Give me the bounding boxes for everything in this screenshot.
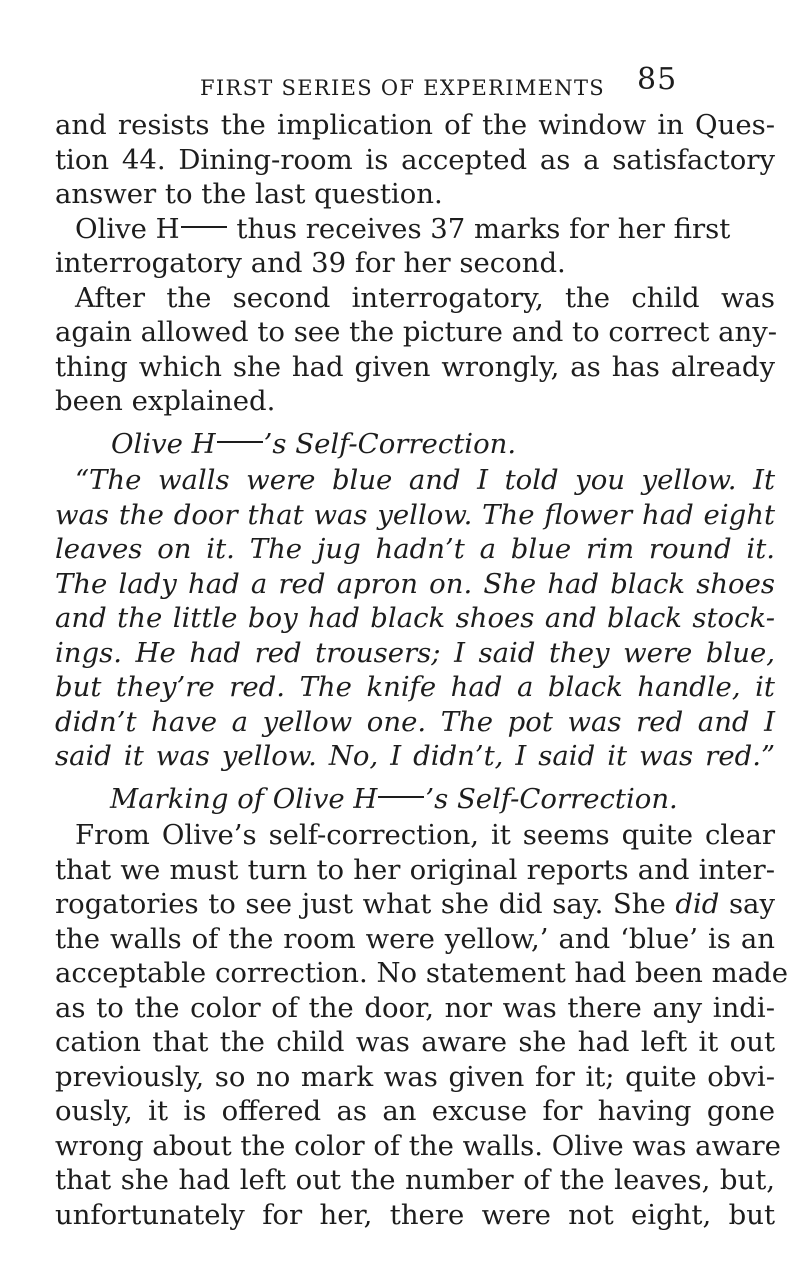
text-line: interrogatory and 39 for her second. — [55, 247, 566, 279]
section-heading — [55, 782, 775, 817]
text-line — [55, 887, 775, 922]
text-fragment: Olive H — [111, 427, 216, 460]
text-line: the walls of the room were yellow,’ and ‘blue’ is an — [55, 922, 775, 955]
page-number: 85 — [637, 62, 678, 97]
running-head: FIRST SERIES OF EXPERIMENTS — [200, 76, 605, 100]
text-line: again allowed to see the picture and to correct any- — [55, 316, 778, 348]
text-line: was the door that was yellow. The flower had eight — [55, 498, 775, 531]
text-fragment: say — [719, 888, 775, 920]
page-header — [0, 62, 800, 102]
em-dash-rule — [378, 796, 424, 798]
text-line: The lady had a red apron on. She had black shoes — [55, 567, 775, 600]
emphasis: did — [675, 888, 720, 920]
text-line: been explained. — [55, 385, 276, 417]
section-heading — [55, 427, 775, 462]
text-line: but they’re red. The knife had a black handle, it — [55, 671, 775, 703]
em-dash-rule — [217, 441, 263, 443]
text-line: ously, it is offered as an excuse for having gone — [55, 1095, 775, 1127]
page-body — [55, 108, 788, 1232]
paragraph-1 — [55, 108, 775, 212]
text-line: unfortunately for her, there were not eight, but — [55, 1198, 775, 1231]
text-line: and resists the implication of the window in Ques- — [55, 109, 775, 141]
text-fragment: thus receives 37 marks for her first — [227, 212, 731, 245]
text-line: acceptable correction. No statement had been made — [55, 957, 788, 989]
text-line: and the little boy had black shoes and black stock- — [55, 602, 775, 634]
text-line: From Olive’s self-correction, it seems quite clear — [75, 819, 775, 851]
text-line: leaves on it. The jug hadn’t a blue rim round it. — [55, 533, 775, 565]
text-fragment: rogatories to see just what she did say. She — [55, 888, 676, 920]
text-fragment: Olive H — [75, 212, 180, 245]
text-line: that we must turn to her original reports and inter- — [55, 853, 775, 886]
text-line: ings. He had red trousers; I said they were blue, — [55, 636, 775, 669]
text-line: wrong about the color of the walls. Olive was aware — [55, 1129, 781, 1162]
text-fragment: ’s Self-Correction. — [425, 782, 678, 815]
text-fragment: ’s Self-Correction. — [263, 427, 517, 460]
text-line: previously, so no mark was given for it; quite obvi- — [55, 1060, 775, 1093]
text-line: After the second interrogatory, the child was — [75, 281, 775, 314]
text-line: cation that the child was aware she had left it out — [55, 1026, 775, 1058]
text-line: as to the color of the door, nor was there any indi- — [55, 991, 775, 1024]
paragraph-3 — [55, 281, 778, 419]
quoted-self-correction — [55, 463, 775, 774]
text-line: thing which she had given wrongly, as has already — [55, 350, 775, 383]
text-line: said it was yellow. No, I didn’t, I said it was red.” — [55, 740, 775, 772]
text-line — [55, 212, 775, 247]
text-line: didn’t have a yellow one. The pot was red and I — [55, 705, 775, 738]
paragraph-2 — [55, 212, 775, 281]
em-dash-rule — [181, 226, 227, 228]
text-line: that she had left out the number of the leaves, but, — [55, 1164, 775, 1196]
text-fragment: Marking of Olive H — [110, 782, 378, 815]
text-line: answer to the last question. — [55, 178, 443, 210]
paragraph-4 — [55, 818, 788, 1232]
text-line: tion 44. Dining-room is accepted as a satisfactory — [55, 143, 775, 176]
text-line: “The walls were blue and I told you yellow. It — [75, 464, 775, 496]
